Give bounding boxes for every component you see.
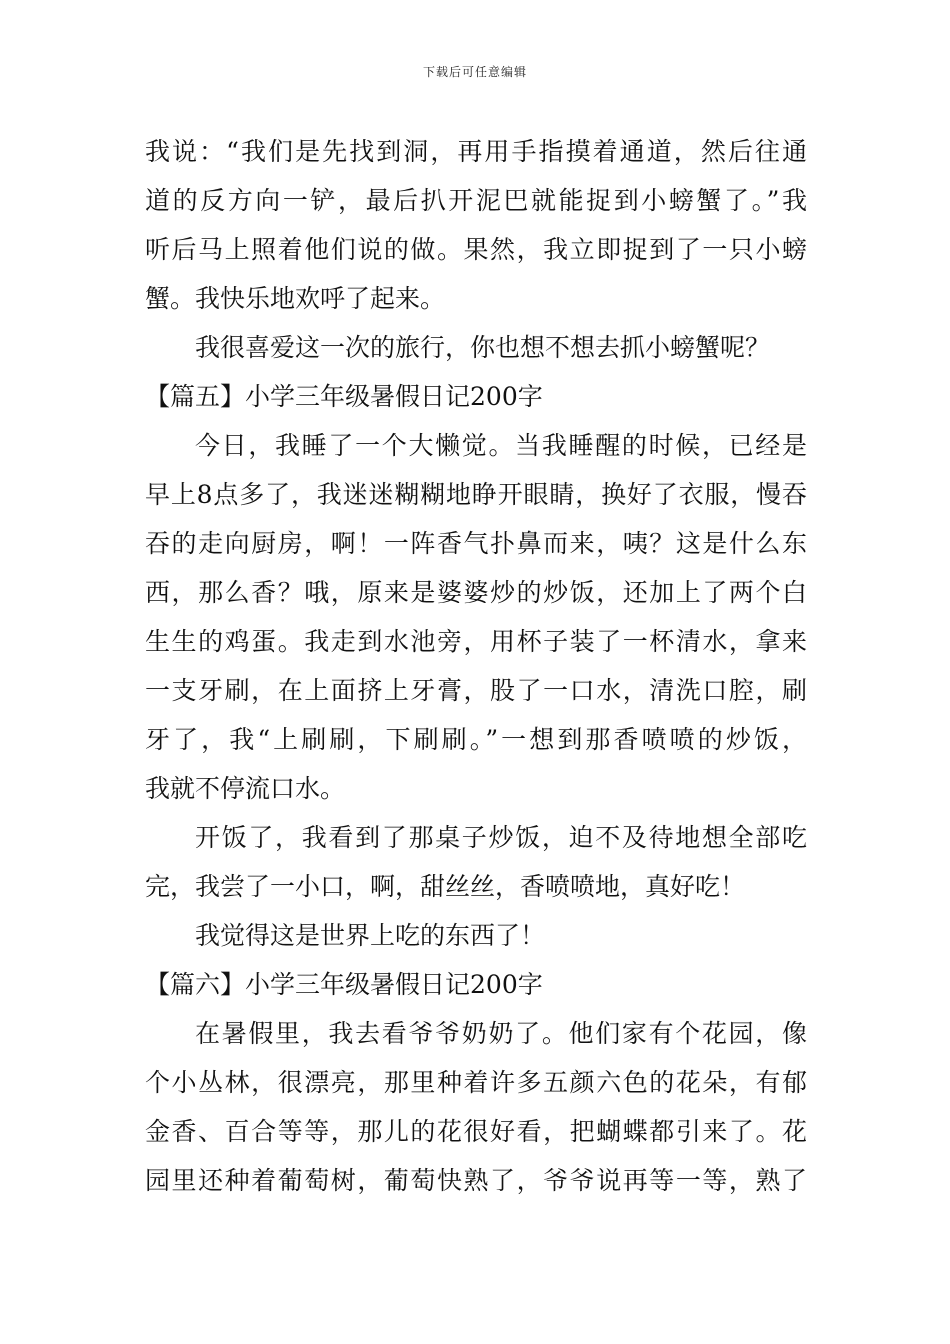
text-line: 牙了，我“上刷刷，下刷刷。”一想到那香喷喷的炒饭， — [145, 725, 807, 754]
text-line: 我很喜爱这一次的旅行，你也想不想去抓小螃蟹呢？ — [195, 333, 771, 362]
text-line: 我说：“我们是先找到洞，再用手指摸着通道，然后往通 — [145, 137, 807, 166]
text-line: 在暑假里，我去看爷爷奶奶了。他们家有个花园，像 — [195, 1019, 807, 1048]
section-heading: 【篇六】小学三年级暑假日记200字 — [145, 970, 543, 999]
text-line: 我就不停流口水。 — [145, 774, 346, 803]
text-line: 西，那么香？哦，原来是婆婆炒的炒饭，还加上了两个白 — [145, 578, 807, 607]
text-line: 我觉得这是世界上吃的东西了！ — [195, 921, 546, 950]
text-line: 开饭了，我看到了那桌子炒饭，迫不及待地想全部吃 — [195, 823, 807, 852]
text-line: 生生的鸡蛋。我走到水池旁，用杯子装了一杯清水，拿来 — [145, 627, 807, 656]
text-line: 完，我尝了一小口，啊，甜丝丝，香喷喷地，真好吃！ — [145, 872, 746, 901]
text-line: 金香、百合等等，那儿的花很好看，把蝴蝶都引来了。花 — [145, 1117, 807, 1146]
text-line: 园里还种着葡萄树，葡萄快熟了，爷爷说再等一等，熟了 — [145, 1166, 807, 1195]
text-line: 道的反方向一铲，最后扒开泥巴就能捉到小螃蟹了。”我 — [145, 186, 807, 215]
section-heading: 【篇五】小学三年级暑假日记200字 — [145, 382, 543, 411]
text-line: 吞的走向厨房，啊！一阵香气扑鼻而来，咦？这是什么东 — [145, 529, 807, 558]
text-line: 听后马上照着他们说的做。果然，我立即捉到了一只小螃 — [145, 235, 807, 264]
document-body — [145, 127, 807, 1205]
text-line: 今日，我睡了一个大懒觉。当我睡醒的时候，已经是 — [195, 431, 807, 460]
text-line: 早上8点多了，我迷迷糊糊地睁开眼睛，换好了衣服，慢吞 — [145, 480, 807, 509]
text-line: 个小丛林，很漂亮，那里种着许多五颜六色的花朵，有郁 — [145, 1068, 807, 1097]
page-header: 下载后可任意编辑 — [422, 65, 527, 79]
text-line: 蟹。我快乐地欢呼了起来。 — [145, 284, 446, 313]
text-line: 一支牙刷，在上面挤上牙膏，股了一口水，清洗口腔，刷 — [145, 676, 807, 705]
